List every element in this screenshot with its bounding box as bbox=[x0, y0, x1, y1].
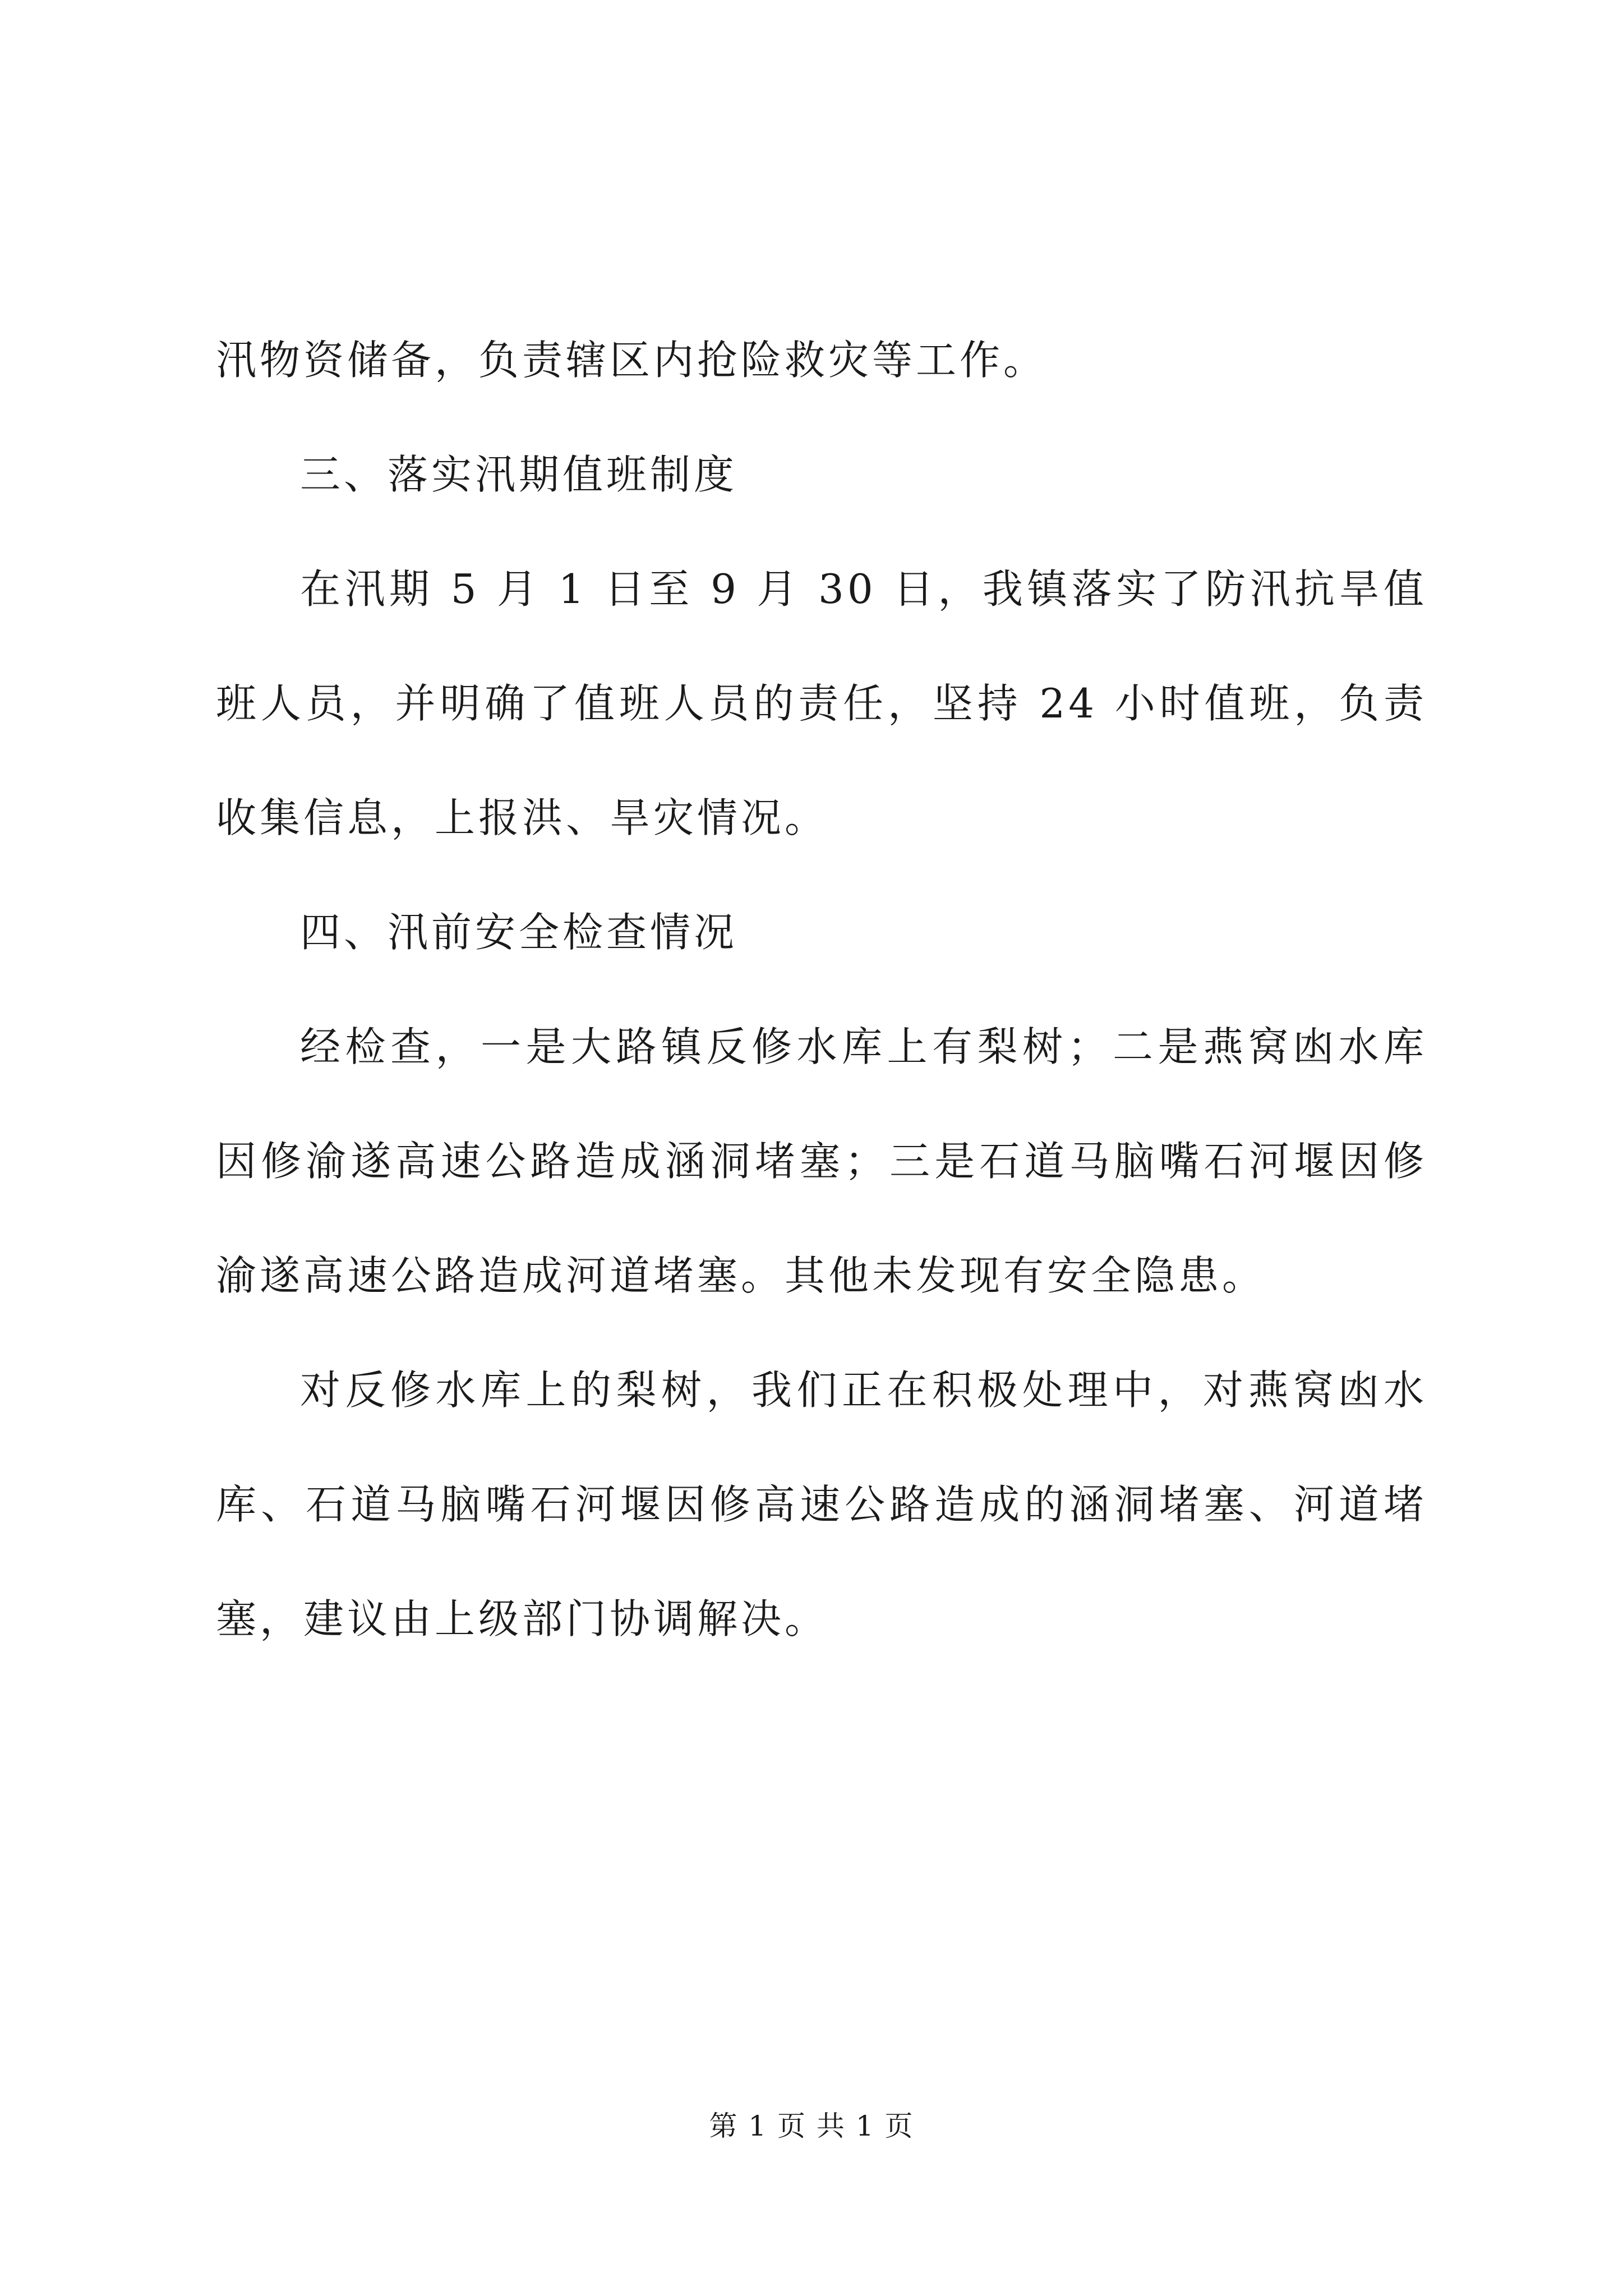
paragraph-recommendation: 对反修水库上的梨树，我们正在积极处理中，对燕窝凼水库、石道马脑嘴石河堰因修高速公路造成的涵洞堵塞、河道堵塞，建议由上级部门协调解决。 bbox=[216, 1366, 1427, 1642]
paragraph-continuation: 汛物资储备，负责辖区内抢险救灾等工作。 bbox=[216, 337, 1048, 384]
page-number-footer: 第 1 页 共 1 页 bbox=[709, 2110, 914, 2142]
section-heading-safety-inspection: 四、汛前安全检查情况 bbox=[300, 909, 738, 956]
paragraph-duty-system: 在汛期 5 月 1 日至 9 月 30 日，我镇落实了防汛抗旱值班人员，并明确了值班人员的责任，坚持 24 小时值班，负责收集信息，上报洪、旱灾情况。 bbox=[216, 565, 1427, 841]
paragraph-inspection-findings: 经检查，一是大路镇反修水库上有梨树；二是燕窝凼水库因修渝遂高速公路造成涵洞堵塞；三是石道马脑嘴石河堰因修渝遂高速公路造成河道堵塞。其他未发现有安全隐患。 bbox=[216, 1023, 1427, 1299]
section-heading-duty-system: 三、落实汛期值班制度 bbox=[300, 451, 738, 498]
document-body bbox=[216, 303, 1427, 1676]
